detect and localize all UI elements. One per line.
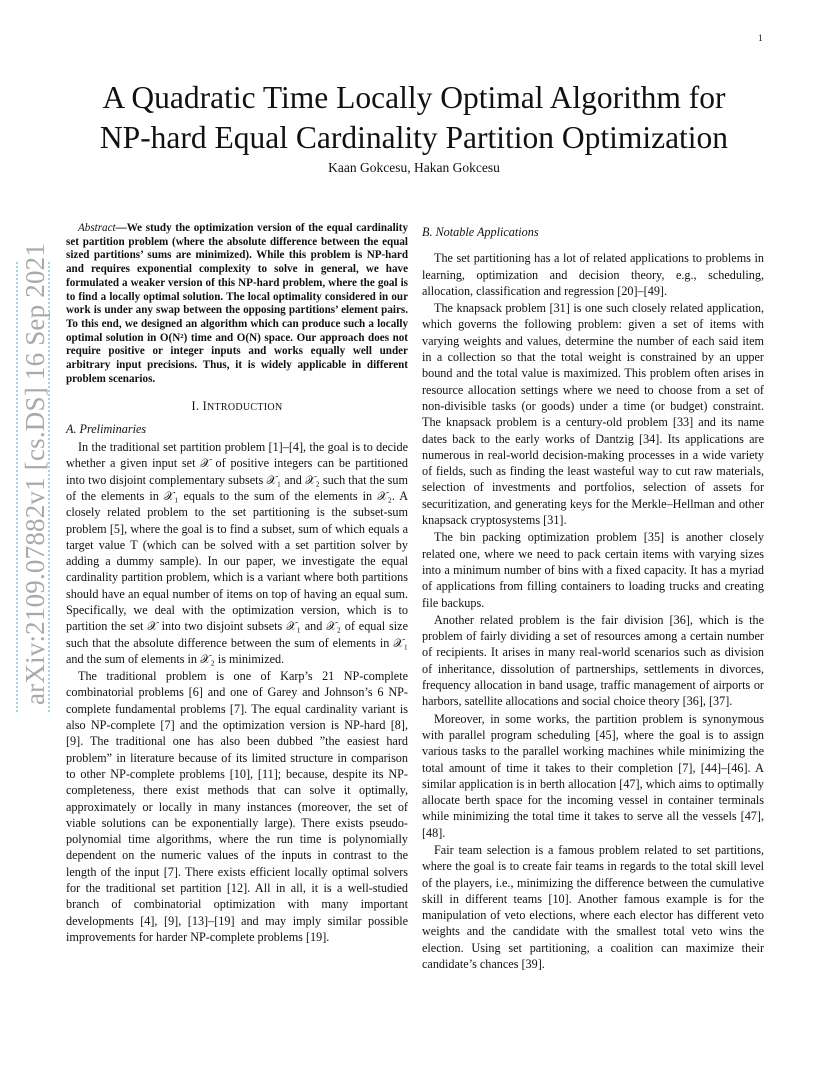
section-title-rest: NTRODUCTION bbox=[206, 402, 283, 414]
authors: Kaan Gokcesu, Hakan Gokcesu bbox=[328, 160, 500, 175]
paragraph-applications-1: The set partitioning has a lot of related applications to problems in learning, optimization and decision theory, e.g., scheduling, allocation, classification and regression [20]–[49]. bbox=[422, 251, 764, 298]
page-number: 1 bbox=[758, 34, 763, 44]
section-number: I. bbox=[191, 399, 200, 414]
arxiv-stamp-border-left bbox=[16, 262, 18, 712]
paragraph-bin-packing: The bin packing optimization problem [35] is another closely related one, where we need to pack certain items with varying sizes into a minimum number of bins with a fixed capacity. It has a myriad of applications from filling containers to loading trucks and creating file backups. bbox=[422, 530, 764, 610]
title-line-2: NP-hard Equal Cardinality Partition Optimization bbox=[99, 120, 729, 155]
paragraph-fair-division: Another related problem is the fair division [36], which is the problem of fairly dividing a set of resources among a certain number of recipients. It arises in many real-world scenarios such as division of inheritance, dissolution of partnerships, settlements in divorces, frequency allocation in band usage, traffic management of airports or harbors, satellite allocations and social choice theory [36], [37]. bbox=[422, 612, 764, 709]
right-column bbox=[422, 222, 764, 973]
paragraph-scheduling: Moreover, in some works, the partition problem is synonymous with parallel program scheduling [45], where the goal is to assign various tasks to the parallel working machines while minimizing the total amount of time it takes to their completion [7], [44]–[46]. A similar application is in berth allocation [47], which aims to optimally allocate berth space for the incoming vessel in container terminals while minimizing the total time it takes to serve all the vessels [47], [48]. bbox=[422, 711, 764, 840]
paragraph-preliminaries-1: In the traditional set partition problem [1]–[4], the goal is to decide whether a given input set 𝒳 of positive integers can be partitioned into two disjoint complementary subsets 𝒳₁ and 𝒳₂ such that the sum of the elements in 𝒳₁ equals to the sum of the elements in 𝒳₂. A closely related problem to the set partitioning is the subset-sum problem [5], where the goal is to find a subset, sum of which equals a target value T (which can be solved with a set partition solver by adding a dummy sample). In our paper, we investigate the equal cardinality partition problem, which is a variant where both partitions should have an equal number of items on top of having an equal sum. Specifically, we deal with the optimization version, which is to partition the set 𝒳 into two disjoint subsets 𝒳₁ and 𝒳₂ of equal size such that the absolute difference between the sum of elements in 𝒳₁ and the sum of elements in 𝒳₂ is minimized. bbox=[66, 440, 408, 666]
section-title-initial: I bbox=[202, 399, 207, 414]
paragraph-knapsack: The knapsack problem [31] is one such closely related application, which governs the following problem: given a set of items with varying weights and values, determine the number of each said item in a collection so that the total weight is constrained by an upper bound and the total value is maximized. This problem often arises in resource allocation settings where we need to choose from a set of non-divisible tasks (or goods) under a time (or budget) constraint. The knapsack problem is a century-old problem [33] and its name dates back to the early works of Dantzig [34]. Its applications are numerous in real-world decision-making processes in a wide variety of fields, such as finding the least wasteful way to cut raw materials, selection of investments and portfolios, selection of assets for securitization, and generating keys for the Merkle–Hellman and other knapsack cryptosystems [31]. bbox=[422, 301, 764, 528]
abstract bbox=[66, 222, 408, 386]
left-column bbox=[66, 222, 408, 946]
paper-title bbox=[60, 78, 768, 158]
title-line-1: A Quadratic Time Locally Optimal Algorithm for bbox=[102, 80, 726, 115]
arxiv-stamp: arXiv:2109.07882v1 [cs.DS] 16 Sep 2021 bbox=[20, 242, 50, 705]
subsection-heading-notable-applications: B. Notable Applications bbox=[422, 225, 539, 239]
abstract-label: Abstract bbox=[78, 222, 116, 234]
subsection-heading-preliminaries: A. Preliminaries bbox=[66, 421, 147, 436]
section-heading-introduction bbox=[66, 398, 408, 416]
paragraph-fair-team-selection: Fair team selection is a famous problem related to set partitions, where the goal is to create fair teams in regards to the total skill level of the players, i.e., minimizing the difference between the cumulative skill in different teams [10]. Another famous example is for the manipulation of veto elections, where each elector has different veto weights and the candidate with the smallest total veto wins the election. Using set partitioning, a coalition can maximize their candidate’s chances [39]. bbox=[422, 842, 764, 972]
paragraph-preliminaries-2: The traditional problem is one of Karp’s 21 NP-complete combinatorial problems [6] and one of Garey and Johnson’s 6 NP-complete fundamental problems [7]. The equal cardinality variant is also NP-complete [7] and the optimization version is NP-hard [8], [9]. The traditional one has also been dubbed ”the easiest hard problem” in literature because of its limited structure in comparison to other NP-complete problems [10], [11]; because, despite its NP-completeness, there exist methods that can solve it optimally, approximately or locally in many instances (moreover, the set of viable solutions can be exponentially large). There exists pseudo-polynomial time algorithms, where the run time is polynomially dependent on the numeric values of the inputs in contrast to the length of the input [7]. There exists efficient locally optimal solvers for the traditional set partition [12]. All in all, it is a well-studied branch of combinatorial optimization with many important developments [4], [9], [13]–[19] and may imply similar possible improvements for harder NP-complete problems [19]. bbox=[66, 669, 408, 944]
abstract-text: —We study the optimization version of the equal cardinality set partition problem (where the absolute difference between the equal sized partitions’ sums are minimized). While this problem is NP-hard and requires exponential complexity to solve in general, we have formulated a weaker version of this NP-hard problem, where the goal is to find a locally optimal solution. The local optimality considered in our work is under any swap between the opposing partitions’ element pairs. To this end, we designed an algorithm which can produce such a locally optimal solution in O(N²) time and O(N) space. Our approach does not require positive or integer inputs and works equally well under arbitrary input precisions. Thus, it is widely applicable in different problem scenarios. bbox=[66, 222, 408, 385]
